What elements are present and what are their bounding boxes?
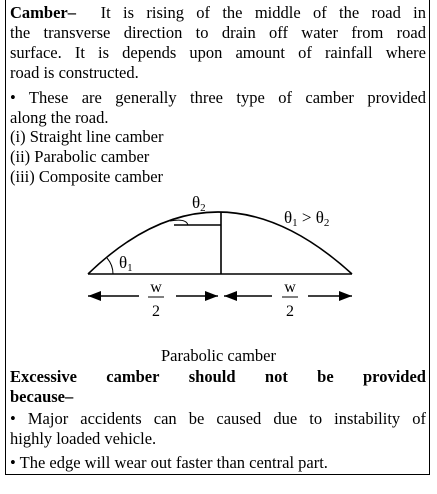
camber-notes-panel: [5, 0, 430, 475]
theta1-arc: [107, 258, 113, 274]
type-item-straight: (i) Straight line camber: [10, 127, 164, 146]
left-frac-numerator: w: [150, 279, 162, 296]
definition-line-4: road is constructed.: [10, 63, 139, 82]
definition-line-1: It is rising of the middle of the road in: [100, 3, 427, 22]
because-label: because–: [10, 387, 74, 406]
left-width-dimension: [88, 279, 218, 320]
theta2-arc: [170, 220, 188, 225]
type-item-parabolic: (ii) Parabolic camber: [10, 147, 150, 166]
definition-line-3: surface. It is depends upon amount of rainfall where: [10, 43, 426, 62]
right-frac-numerator: w: [284, 279, 296, 296]
types-bullet: [10, 88, 426, 128]
types-line-1: These are generally three type of camber provided: [28, 88, 426, 107]
bullet-icon: •: [10, 453, 16, 472]
left-frac-denominator: 2: [152, 303, 160, 320]
types-line-2: along the road.: [10, 108, 109, 127]
diagram-caption: Parabolic camber: [161, 346, 276, 365]
parabolic-camber-diagram: [6, 188, 431, 338]
excessive-camber-heading: Excessive camber should not be provided because–: [10, 367, 426, 406]
bullet-icon: •: [10, 88, 16, 107]
reason-item-1: • Major accidents can be caused due to instability of highly loaded vehicle.: [10, 409, 426, 448]
type-item-composite: (iii) Composite camber: [10, 167, 164, 186]
right-frac-denominator: 2: [286, 303, 294, 320]
camber-term: Camber–: [10, 3, 76, 22]
theta2-label: θ2: [192, 193, 206, 214]
bullet-icon: •: [10, 409, 16, 428]
right-width-dimension: [224, 279, 352, 320]
theta-relation-label: θ1 > θ2: [284, 208, 330, 229]
reason-item-2: • The edge will wear out faster than central part.: [10, 453, 328, 472]
theta1-label: θ1: [119, 253, 133, 274]
camber-definition: [10, 3, 426, 83]
definition-line-2: the transverse direction to drain off water from road: [10, 23, 426, 42]
